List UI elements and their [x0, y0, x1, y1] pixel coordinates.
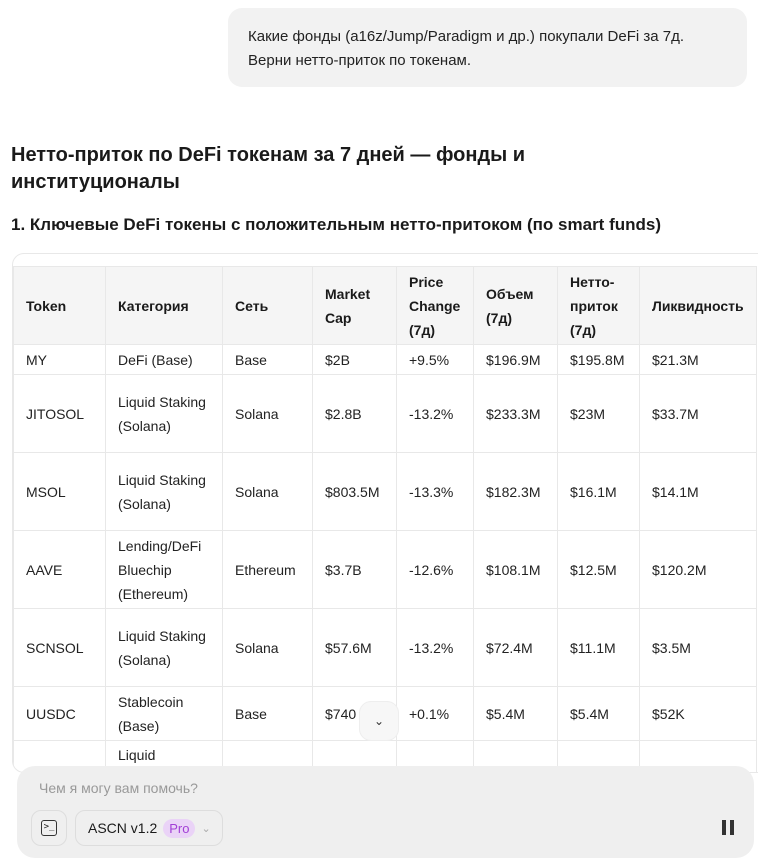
table-cell: $233.3M — [474, 375, 558, 453]
table-cell: $3.5M — [640, 609, 757, 687]
pause-icon — [722, 820, 726, 835]
column-header: Нетто-приток (7д) — [558, 267, 640, 345]
column-header: Market Cap — [313, 267, 397, 345]
table-cell: $2.8B — [313, 375, 397, 453]
table-row — [14, 375, 757, 453]
column-header: Price Change (7д) — [397, 267, 474, 345]
table-container[interactable] — [12, 253, 758, 773]
table-cell: $52K — [640, 687, 757, 741]
pause-button[interactable] — [722, 820, 734, 835]
table-cell: Liquid Staking (Solana) — [106, 375, 223, 453]
table-cell: $196.9M — [474, 345, 558, 375]
composer — [17, 766, 754, 858]
table-cell: $16.1M — [558, 453, 640, 531]
table-row — [14, 609, 757, 687]
table-header-row — [14, 267, 757, 345]
section-heading: 1. Ключевые DeFi токены с положительным нетто-притоком (по smart funds) — [11, 215, 661, 234]
table-cell: Solana — [223, 609, 313, 687]
column-header: Ликвидность — [640, 267, 757, 345]
table-cell: $33.7M — [640, 375, 757, 453]
table-cell: AAVE — [14, 531, 106, 609]
table-cell: -13.3% — [397, 453, 474, 531]
table-cell: DeFi (Base) — [106, 345, 223, 375]
column-header: Объем (7д) — [474, 267, 558, 345]
inflow-table — [13, 266, 757, 773]
table-cell: $21.3M — [640, 345, 757, 375]
table-cell: $182.3M — [474, 453, 558, 531]
table-cell: $12.5M — [558, 531, 640, 609]
table-cell: Base — [223, 687, 313, 741]
table-cell: UUSDC — [14, 687, 106, 741]
table-cell: $14.1M — [640, 453, 757, 531]
table-cell: MSOL — [14, 453, 106, 531]
table-cell: $740 — [313, 687, 397, 741]
table-cell: $2B — [313, 345, 397, 375]
table-row — [14, 453, 757, 531]
pause-icon-bar — [730, 820, 734, 835]
table-cell: -12.6% — [397, 531, 474, 609]
column-header: Категория — [106, 267, 223, 345]
chevron-down-icon: ⌄ — [201, 822, 211, 835]
table-cell: SCNSOL — [14, 609, 106, 687]
table-cell: -13.2% — [397, 375, 474, 453]
table-cell: Liquid Staking (Solana) — [106, 453, 223, 531]
table-cell: $72.4M — [474, 609, 558, 687]
table-cell: $5.4M — [558, 687, 640, 741]
table-cell: +0.1% — [397, 687, 474, 741]
table-cell: -13.2% — [397, 609, 474, 687]
table-row — [14, 531, 757, 609]
table-cell: Lending/DeFi Bluechip (Ethereum) — [106, 531, 223, 609]
table-cell: $195.8M — [558, 345, 640, 375]
terminal-icon: >_ — [41, 820, 57, 836]
table-cell: $803.5M — [313, 453, 397, 531]
table-cell: $23M — [558, 375, 640, 453]
table-cell: Ethereum — [223, 531, 313, 609]
table-cell: Solana — [223, 375, 313, 453]
table-cell: Solana — [223, 453, 313, 531]
table-cell: Liquid — [106, 741, 223, 774]
pro-badge: Pro — [163, 819, 195, 838]
table-cell: Liquid Staking (Solana) — [106, 609, 223, 687]
response-title: Нетто-приток по DeFi токенам за 7 дней — фонды и институционалы — [11, 144, 526, 193]
table-row — [14, 345, 757, 375]
model-selector[interactable] — [75, 810, 223, 846]
table-cell: $11.1M — [558, 609, 640, 687]
user-message: Какие фонды (a16z/Jump/Paradigm и др.) покупали DeFi за 7д. Верни нетто-приток по токенам. — [228, 8, 747, 87]
table-cell: Stablecoin (Base) — [106, 687, 223, 741]
table-cell: +9.5% — [397, 345, 474, 375]
model-name: ASCN v1.2 — [88, 820, 158, 836]
table-cell: Base — [223, 345, 313, 375]
table-cell: $120.2M — [640, 531, 757, 609]
table-cell: $108.1M — [474, 531, 558, 609]
table-cell: $3.7B — [313, 531, 397, 609]
terminal-button[interactable] — [31, 810, 67, 846]
table-cell: MY — [14, 345, 106, 375]
table-cell: $57.6M — [313, 609, 397, 687]
scroll-down-button[interactable] — [359, 701, 399, 741]
chat-input[interactable]: Чем я могу вам помочь? — [39, 780, 198, 796]
table-cell: $5.4M — [474, 687, 558, 741]
column-header: Сеть — [223, 267, 313, 345]
column-header: Token — [14, 267, 106, 345]
chevron-down-icon: ⌄ — [373, 714, 385, 728]
table-cell: JITOSOL — [14, 375, 106, 453]
